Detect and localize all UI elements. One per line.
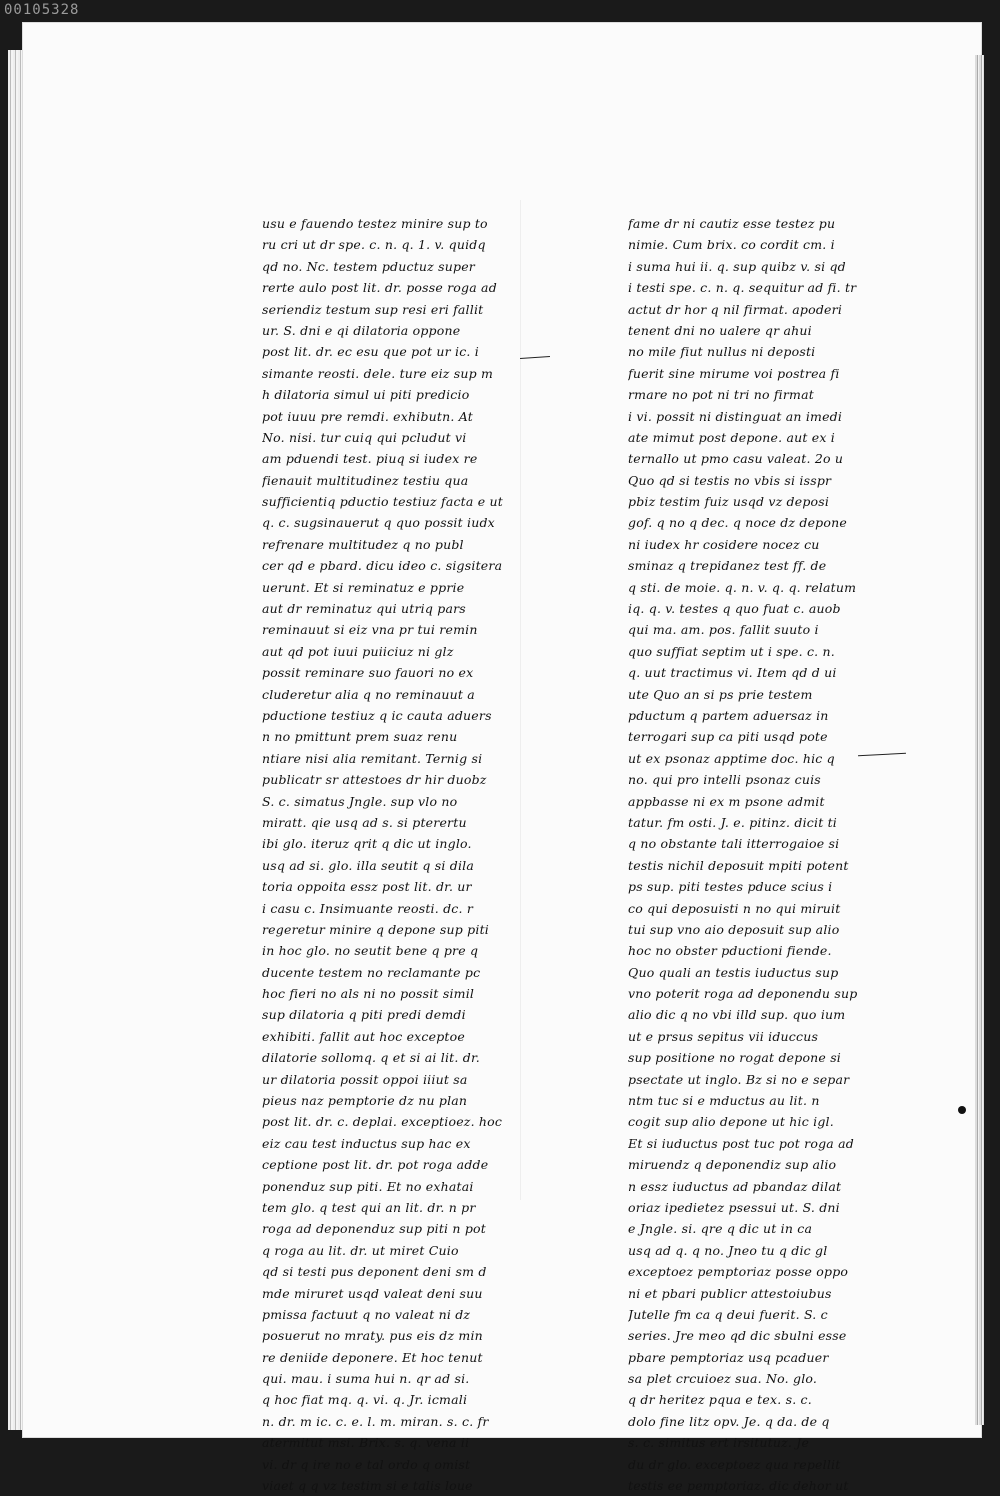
right-column-line: Quo quali an testis iuductus sup [628,964,839,980]
right-column-line: hoc no obster pductioni fiende. [628,943,832,959]
right-column-line: pductum q partem aduersaz in [628,707,829,723]
right-column-line: testis ee pemptoriaz. dic dehor ut [628,1478,849,1494]
right-column-line: appbasse ni ex m psone admit [628,793,825,809]
right-column-line: q sti. de moie. q. n. v. q. q. relatum [628,579,857,595]
right-column-line: oriaz ipedietez psessui ut. S. dni [628,1199,840,1215]
right-column-line: ate mimut post depone. aut ex i [628,429,835,445]
right-column-line: ternallo ut pmo casu valeat. 2o u [628,451,844,467]
right-column-line: rmare no pot ni tri no firmat [628,387,814,403]
left-column-line: pductione testiuz q ic cauta aduers [262,707,492,723]
left-column-line: sufficientiq pductio testiuz facta e ut [262,494,503,510]
right-column-line: i suma hui ii. q. sup quibz v. si qd [628,258,846,274]
right-column-line: ntm tuc si e mductus au lit. n [628,1093,820,1109]
right-column-line: fuerit sine mirume voi postrea fi [628,365,840,381]
left-column-line: ru cri ut dr spe. c. n. q. 1. v. quidq [262,237,486,253]
right-column-line: Quo qd si testis no vbis si isspr [628,472,832,488]
right-column-line: sup positione no rogat depone si [628,1050,842,1066]
left-column-line: usq ad si. glo. illa seutit q si dila [262,857,474,873]
left-column-line: qd no. Nc. testem pductuz super [262,258,475,274]
left-column-line: simante reosti. dele. ture eiz sup m [262,365,494,381]
left-column-line: ibi glo. iteruz qrit q dic ut inglo. [262,836,472,852]
right-column-line: usq ad q. q no. Jneo tu q dic gl [628,1242,828,1258]
left-column-line: ceptione post lit. dr. pot roga adde [262,1157,489,1173]
left-column-line: n. dr. m ic. c. e. l. m. miran. s. c. fr [262,1413,489,1429]
left-column-line: ur dilatoria possit oppoi iiiut sa [262,1071,468,1087]
left-column-line: re deniide deponere. Et hoc tenut [262,1349,483,1365]
left-column-line: No. nisi. tur cuiq qui pcludut vi [262,429,467,445]
right-column-line: ni et pbari publicr attestoiubus [628,1285,832,1301]
right-column-line: Jutelle fm ca q deui fuerit. S. c [628,1306,828,1322]
left-column-line: ponenduz sup piti. Et no exhatai [262,1178,474,1194]
right-column-line: tenent dni no ualere qr ahui [628,322,812,338]
right-column-line: ut e prsus sepitus vii iduccus [628,1028,819,1044]
left-column-line: toria oppoita essz post lit. dr. ur [262,879,472,895]
left-column-line: posuerut no mraty. pus eis dz min [262,1328,483,1344]
right-column-line: e Jngle. si. qre q dic ut in ca [628,1221,813,1237]
left-column-line: q. c. sugsinauerut q quo possit iudx [262,515,495,531]
right-column-line: vno poterit roga ad deponendu sup [628,986,858,1002]
left-column-line: aut qd pot iuui puiiciuz ni glz [262,643,454,659]
left-column-line: exhibiti. fallit aut hoc exceptoe [262,1028,465,1044]
left-column-line: post lit. dr. c. deplai. exceptioez. hoc [262,1114,503,1130]
left-column-line: vi. dr q ire no e tal ordo q omist [262,1456,471,1472]
left-column-line: aut dr reminatuz qui utriq pars [262,601,466,617]
right-column-line: q dr heritez pqua e tex. s. c. [628,1392,812,1408]
right-column-line: psectate ut inglo. Bz si no e separ [628,1071,850,1087]
right-column-line: q. uut tractimus vi. Item qd d ui [628,665,837,681]
right-column-line: ut ex psonaz apptime doc. hic q [628,750,835,766]
right-column-line: Et si iuductus post tuc pot roga ad [628,1135,854,1151]
right-column-line: cogit sup alio depone ut hic igl. [628,1114,834,1130]
left-column-line: hoc fieri no als ni no possit simil [262,986,475,1002]
book-page-edges-right [975,55,984,1425]
right-column-line: ni iudex hr cosidere nocez cu [628,536,820,552]
right-column-line: du dr glo. exceptoez qua repellit [628,1456,841,1472]
left-column-line: viaet q q vz testim si e talis loue [262,1478,473,1494]
right-column-line: qui ma. am. pos. fallit suuto i [628,622,819,638]
left-column-line: ntiare nisi alia remitant. Ternig si [262,750,483,766]
right-column-line: quo suffiat septim ut i spe. c. n. [628,643,835,659]
left-column-line: dilatorie sollomq. q et si ai lit. dr. [262,1050,480,1066]
left-column-line: eiz cau test inductus sup hac ex [262,1135,471,1151]
right-column-line: iq. q. v. testes q quo fuat c. auob [628,601,841,617]
left-column-line: miratt. qie usq ad s. si pterertu [262,814,467,830]
right-column-line: exceptoez pemptoriaz posse oppo [628,1264,849,1280]
left-column-line: qd si testi pus deponent deni sm d [262,1264,487,1280]
right-column-line: gof. q no q dec. q noce dz depone [628,515,847,531]
left-column-line: post lit. dr. ec esu que pot ur ic. i [262,344,479,360]
right-column-line: pbiz testim fuiz usqd vz deposi [628,494,830,510]
right-column-line: ps sup. piti testes pduce scius i [628,879,833,895]
left-column-line: usu e fauendo testez minire sup to [262,216,488,231]
right-column-line: dolo fine litz opv. Je. q da. de q [628,1413,830,1429]
left-column-line: ducente testem no reclamante pc [262,964,481,980]
left-column-line: refrenare multitudez q no publ [262,536,464,552]
right-column-line: terrogari sup ca piti usqd pote [628,729,828,745]
left-column-line: atermitut msi. Brix. s. q. vena ii [262,1435,470,1451]
right-column-line: n essz iuductus ad pbandaz dilat [628,1178,842,1194]
left-column-line: qui. mau. i suma hui n. qr ad si. [262,1371,470,1387]
left-column-line: fienauit multitudinez testiu qua [262,472,469,488]
right-text-column [628,213,878,1496]
right-column-line: co qui deposuisti n no qui miruit [628,900,841,916]
left-column-line: possit reminare suo fauori no ex [262,665,474,681]
left-column-line: ur. S. dni e qi dilatoria oppone [262,322,461,338]
left-column-line: mde miruret usqd valeat deni suu [262,1285,483,1301]
left-column-line: publicatr sr attestoes dr hir duobz [262,772,487,788]
left-column-line: seriendiz testum sup resi eri fallit [262,301,484,317]
right-column-line: ute Quo an si ps prie testem [628,686,813,702]
right-column-line: tatur. fm osti. J. e. pitinz. dicit ti [628,814,838,830]
right-column-line: tui sup vno aio deposuit sup alio [628,921,840,937]
left-column-line: pieus naz pemptorie dz nu plan [262,1093,468,1109]
left-column-line: in hoc glo. no seutit bene q pre q [262,943,479,959]
left-column-line: tem glo. q test qui an lit. dr. n pr [262,1199,476,1215]
right-column-line: alio dic q no vbi illd sup. quo ium [628,1007,846,1023]
left-column-line: roga ad deponenduz sup piti n pot [262,1221,487,1237]
right-column-line: miruendz q deponendiz sup alio [628,1157,837,1173]
left-column-line: q roga au lit. dr. ut miret Cuio [262,1242,459,1258]
right-column-line: s. c. simitus ert irsitutuz. Je [628,1435,810,1451]
book-page-edges-left [8,50,22,1430]
frame-number: 00105328 [4,2,80,18]
right-column-line: sminaz q trepidanez test ff. de [628,558,827,574]
right-column-line: q no obstante tali itterrogaioe si [628,836,840,852]
right-column-line: series. Jre meo qd dic sbulni esse [628,1328,847,1344]
left-column-line: am pduendi test. piuq si iudex re [262,451,478,467]
left-column-line: rerte aulo post lit. dr. posse roga ad [262,280,497,296]
left-column-line: h dilatoria simul ui piti predicio [262,387,470,403]
right-column-line: i testi spe. c. n. q. sequitur ad fi. tr [628,280,857,296]
left-column-line: n no pmittunt prem suaz renu [262,729,458,745]
right-column-line: sa plet crcuioez sua. No. glo. [628,1371,818,1387]
right-column-line: no mile fiut nullus ni deposti [628,344,816,360]
margin-dot [958,1106,966,1114]
right-column-line: pbare pemptoriaz usq pcaduer [628,1349,829,1365]
right-column-line: i vi. possit ni distinguat an imedi [628,408,843,424]
left-text-column [262,213,532,1496]
left-column-line: q hoc fiat mq. q. vi. q. Jr. icmali [262,1392,468,1408]
right-column-line: fame dr ni cautiz esse testez pu [628,216,836,231]
right-column-line: no. qui pro intelli psonaz cuis [628,772,821,788]
right-column-line: actut dr hor q nil firmat. apoderi [628,301,843,317]
right-column-line: testis nichil deposuit mpiti potent [628,857,849,873]
left-column-line: cer qd e pbard. dicu ideo c. sigsitera [262,558,503,574]
left-column-line: uerunt. Et si reminatuz e pprie [262,579,465,595]
left-column-line: pot iuuu pre remdi. exhibutn. At [262,408,473,424]
left-column-line: reminauut si eiz vna pr tui remin [262,622,478,638]
left-column-line: S. c. simatus Jngle. sup vlo no [262,793,458,809]
left-column-line: i casu c. Insimuante reosti. dc. r [262,900,474,916]
left-column-line: sup dilatoria q piti predi demdi [262,1007,466,1023]
left-column-line: pmissa factuut q no valeat ni dz [262,1306,471,1322]
left-column-line: cluderetur alia q no reminauut a [262,686,475,702]
left-column-line: regeretur minire q depone sup piti [262,921,489,937]
right-column-line: nimie. Cum brix. co cordit cm. i [628,237,835,253]
